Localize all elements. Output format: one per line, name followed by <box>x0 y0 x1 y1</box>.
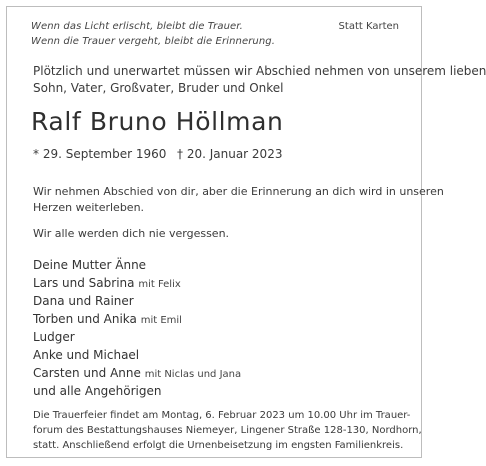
signer-row <box>33 310 241 328</box>
signer-row <box>33 328 241 346</box>
statt-karten-label: Statt Karten <box>338 21 399 32</box>
signer-name: Anke und Michael <box>33 348 140 362</box>
quote-line-2: Wenn die Trauer vergeht, bleibt die Erinnerung. <box>31 36 276 47</box>
signer-name: Ludger <box>33 330 75 344</box>
signer-row <box>33 274 241 292</box>
signer-extra: mit Niclas und Jana <box>144 369 242 380</box>
death-date: † 20. Januar 2023 <box>177 147 283 161</box>
signer-row <box>33 292 241 310</box>
obituary-notice <box>6 6 486 458</box>
signer-extra: mit Felix <box>138 279 181 290</box>
footer-line-1: Die Trauerfeier findet am Montag, 6. Februar 2023 um 10.00 Uhr im Trauer- <box>33 410 411 421</box>
quote-line-1: Wenn das Licht erlischt, bleibt die Trauer. <box>31 21 243 32</box>
signer-name: Torben und Anika <box>33 312 137 326</box>
signer-row <box>33 256 241 274</box>
signer-name: und alle Angehörigen <box>33 384 162 398</box>
never-forget-line: Wir alle werden dich nie vergessen. <box>33 227 230 240</box>
signer-row <box>33 364 241 382</box>
farewell-line-1: Wir nehmen Abschied von dir, aber die Erinnerung an dich wird in unseren <box>33 185 444 198</box>
birth-date: * 29. September 1960 <box>33 147 167 161</box>
signer-name: Deine Mutter Änne <box>33 258 147 272</box>
signer-row <box>33 382 241 400</box>
signer-row <box>33 346 241 364</box>
footer-line-3: statt. Anschließend erfolgt die Urnenbeisetzung im engsten Familienkreis. <box>33 440 404 451</box>
deceased-name: Ralf Bruno Höllman <box>31 107 284 136</box>
farewell-line-2: Herzen weiterleben. <box>33 201 145 214</box>
signer-extra: mit Emil <box>140 315 182 326</box>
footer-line-2: forum des Bestattungshauses Niemeyer, Lingener Straße 128-130, Nordhorn, <box>33 425 422 436</box>
signer-name: Dana und Rainer <box>33 294 134 308</box>
signer-name: Carsten und Anne <box>33 366 141 380</box>
intro-line-2: Sohn, Vater, Großvater, Bruder und Onkel <box>33 81 284 95</box>
signers-list <box>33 256 241 400</box>
intro-line-1: Plötzlich und unerwartet müssen wir Abschied nehmen von unserem lieben <box>33 64 486 78</box>
signer-name: Lars und Sabrina <box>33 276 135 290</box>
